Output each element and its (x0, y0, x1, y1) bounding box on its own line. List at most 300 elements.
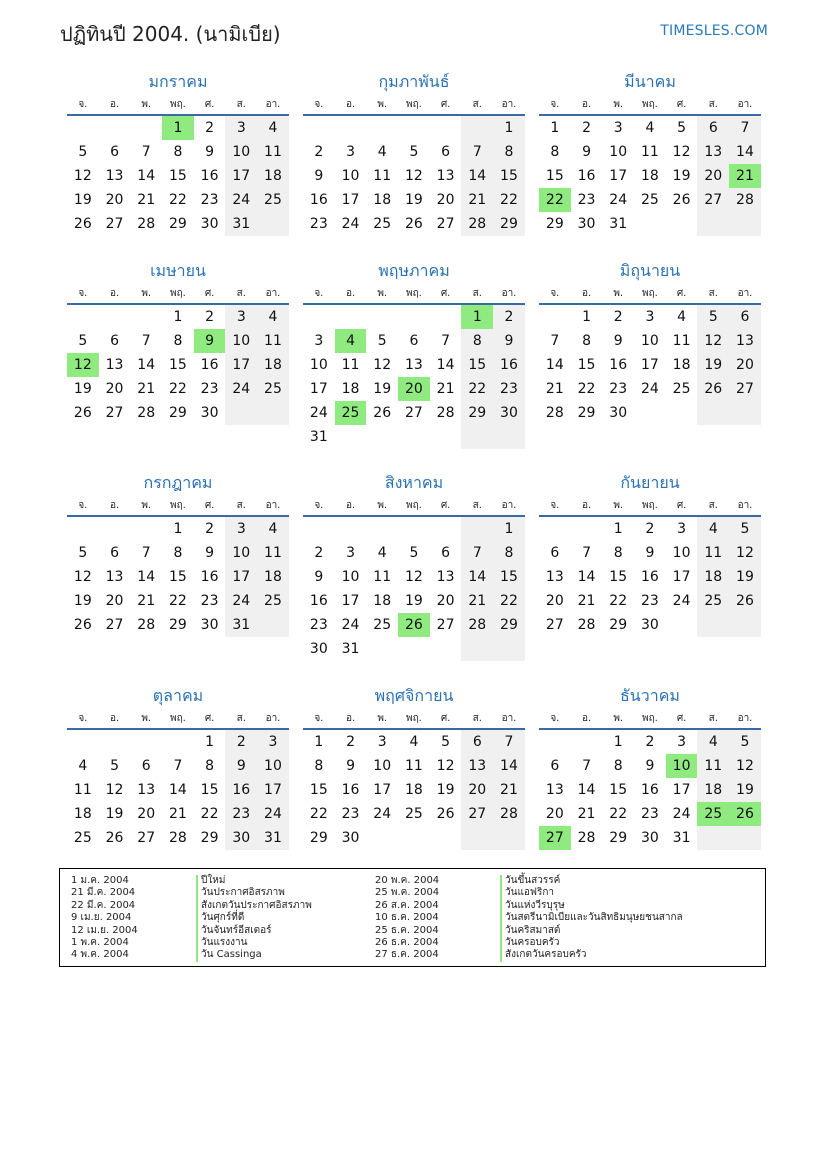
day-cell: 23 (640, 806, 659, 822)
holiday-row (375, 900, 683, 912)
weekday-label: พ. (141, 713, 152, 724)
day-cell: 29 (168, 617, 187, 633)
weekday-label: จ. (314, 500, 324, 511)
day-cell: 1 (582, 309, 591, 325)
day-cell: 16 (200, 357, 219, 373)
weekday-label: ศ. (676, 713, 687, 724)
day-cell: 9 (225, 754, 257, 778)
day-cell: 10 (373, 758, 392, 774)
weekday-label: จ. (314, 713, 324, 724)
day-grid (67, 305, 289, 425)
day-cell: 7 (141, 545, 151, 561)
empty-day-cell (225, 401, 257, 425)
day-cell: 6 (550, 758, 560, 774)
day-cell: 15 (545, 168, 564, 184)
weekday-label: อ. (345, 500, 356, 511)
day-cell: 8 (613, 545, 623, 561)
empty-day-cell (366, 116, 398, 140)
empty-day-cell (729, 613, 761, 637)
day-cell: 16 (200, 569, 219, 585)
day-cell: 20 (729, 353, 761, 377)
day-cell: 19 (729, 565, 761, 589)
day-cell: 26 (697, 377, 729, 401)
day-cell: 26 (105, 830, 124, 846)
empty-day-cell (697, 613, 729, 637)
empty-day-cell (366, 425, 398, 449)
day-cell: 15 (577, 357, 596, 373)
day-grid (303, 305, 525, 449)
empty-day-cell (461, 425, 493, 449)
day-cell: 20 (545, 806, 564, 822)
day-cell: 23 (309, 216, 328, 232)
weekday-label: พ. (141, 288, 152, 299)
day-cell: 6 (409, 333, 419, 349)
day-cell: 13 (545, 782, 564, 798)
empty-day-cell (430, 517, 462, 541)
empty-day-cell (398, 826, 430, 850)
empty-day-cell (729, 826, 761, 850)
day-cell: 7 (582, 758, 591, 774)
weekday-label: พฤ. (641, 500, 658, 511)
day-cell: 3 (225, 305, 257, 329)
holiday-day-cell: 4 (335, 329, 367, 353)
day-cell: 20 (105, 381, 124, 397)
holiday-row (71, 912, 312, 924)
day-cell: 15 (609, 569, 628, 585)
empty-day-cell (571, 517, 603, 541)
empty-day-cell (335, 116, 367, 140)
day-cell: 15 (609, 782, 628, 798)
month-9 (539, 469, 761, 637)
day-cell: 30 (493, 401, 525, 425)
holiday-row (375, 912, 683, 924)
weekday-label: อา. (501, 99, 517, 110)
day-cell: 8 (173, 144, 183, 160)
day-cell: 16 (640, 782, 659, 798)
holiday-name: วันคริสมาสต์ (500, 925, 560, 937)
weekday-label: ศ. (676, 99, 687, 110)
weekday-label: อา. (265, 99, 281, 110)
day-cell: 15 (493, 565, 525, 589)
empty-day-cell (697, 212, 729, 236)
month-name: พฤษภาคม (378, 261, 450, 280)
weekday-label: อ. (109, 288, 120, 299)
day-cell: 18 (257, 353, 289, 377)
day-cell: 10 (225, 541, 257, 565)
weekday-label: อา. (737, 99, 753, 110)
day-cell: 5 (441, 734, 451, 750)
day-cell: 6 (550, 545, 560, 561)
empty-day-cell (430, 425, 462, 449)
empty-day-cell (430, 116, 462, 140)
empty-day-cell (697, 826, 729, 850)
day-cell: 29 (309, 830, 328, 846)
holiday-date: 20 พ.ค. 2004 (375, 875, 440, 886)
day-cell: 24 (225, 589, 257, 613)
holiday-day-cell: 26 (398, 613, 430, 637)
day-cell: 17 (225, 565, 257, 589)
holiday-day-cell: 22 (539, 188, 571, 212)
empty-day-cell (67, 517, 99, 541)
day-cell: 4 (78, 758, 88, 774)
holiday-row (375, 949, 683, 961)
day-cell: 23 (341, 806, 360, 822)
day-cell: 11 (257, 329, 289, 353)
day-cell: 7 (729, 116, 761, 140)
day-cell: 10 (225, 329, 257, 353)
weekday-label: ส. (472, 713, 482, 724)
day-cell: 10 (341, 569, 360, 585)
empty-day-cell (130, 116, 162, 140)
day-cell: 19 (697, 353, 729, 377)
day-cell: 5 (409, 144, 419, 160)
day-grid (539, 517, 761, 637)
day-cell: 7 (461, 541, 493, 565)
empty-day-cell (398, 517, 430, 541)
day-cell: 17 (640, 357, 659, 373)
day-cell: 20 (436, 593, 455, 609)
day-cell: 8 (493, 541, 525, 565)
day-cell: 17 (309, 381, 328, 397)
day-cell: 12 (373, 357, 392, 373)
day-cell: 27 (436, 617, 455, 633)
day-cell: 1 (205, 734, 215, 750)
weekday-label: ส. (236, 500, 246, 511)
day-cell: 27 (105, 617, 124, 633)
holiday-row (375, 887, 683, 899)
day-cell: 25 (640, 192, 659, 208)
day-cell: 14 (577, 569, 596, 585)
day-cell: 9 (645, 545, 655, 561)
empty-day-cell (571, 730, 603, 754)
weekday-label: อ. (345, 713, 356, 724)
day-cell: 22 (577, 381, 596, 397)
day-cell: 5 (729, 517, 761, 541)
day-cell: 9 (314, 569, 324, 585)
day-cell: 22 (609, 593, 628, 609)
day-cell: 4 (697, 517, 729, 541)
empty-day-cell (461, 826, 493, 850)
holiday-day-cell: 21 (729, 164, 761, 188)
day-cell: 2 (314, 144, 324, 160)
empty-day-cell (398, 305, 430, 329)
day-cell: 1 (493, 517, 525, 541)
month-name: ธันวาคม (620, 686, 680, 705)
day-cell: 3 (346, 144, 355, 160)
day-cell: 24 (225, 377, 257, 401)
weekday-label: พ. (141, 99, 152, 110)
weekday-label: ศ. (440, 713, 451, 724)
weekday-label: อ. (345, 99, 356, 110)
weekday-label: พ. (141, 500, 152, 511)
empty-day-cell (335, 425, 367, 449)
holiday-name: วัน Cassinga (196, 949, 262, 961)
weekday-label: อา. (265, 713, 281, 724)
day-cell: 11 (640, 144, 659, 160)
day-cell: 21 (137, 192, 156, 208)
day-cell: 23 (225, 802, 257, 826)
day-cell: 20 (105, 593, 124, 609)
day-cell: 21 (577, 593, 596, 609)
empty-day-cell (99, 305, 131, 329)
holiday-row (71, 949, 312, 961)
day-cell: 24 (225, 188, 257, 212)
month-4 (67, 257, 289, 425)
day-cell: 30 (200, 216, 219, 232)
holiday-row (375, 925, 683, 937)
holiday-day-cell: 10 (666, 754, 698, 778)
day-cell: 15 (168, 357, 187, 373)
weekday-label: ส. (472, 288, 482, 299)
weekday-label: จ. (550, 288, 560, 299)
day-cell: 18 (257, 164, 289, 188)
day-cell: 25 (73, 830, 92, 846)
day-cell: 4 (257, 517, 289, 541)
weekday-label: พฤ. (405, 288, 422, 299)
day-cell: 18 (404, 782, 423, 798)
weekday-label: ส. (236, 99, 246, 110)
day-cell: 16 (309, 593, 328, 609)
weekday-label: อา. (737, 500, 753, 511)
day-cell: 30 (640, 830, 659, 846)
empty-day-cell (99, 517, 131, 541)
weekday-label: พฤ. (169, 288, 186, 299)
day-cell: 12 (729, 541, 761, 565)
weekday-label: พฤ. (405, 99, 422, 110)
holiday-date: 27 ธ.ค. 2004 (375, 949, 439, 961)
day-cell: 21 (577, 806, 596, 822)
brand-link[interactable]: TIMESLES.COM (660, 23, 768, 39)
day-cell: 26 (73, 617, 92, 633)
weekday-label: ศ. (440, 99, 451, 110)
day-cell: 2 (205, 309, 215, 325)
weekday-label: อ. (109, 713, 120, 724)
empty-day-cell (729, 212, 761, 236)
day-cell: 19 (105, 806, 124, 822)
day-cell: 4 (257, 116, 289, 140)
day-cell: 14 (461, 565, 493, 589)
day-cell: 27 (545, 617, 564, 633)
weekday-label: พฤ. (169, 713, 186, 724)
day-cell: 15 (168, 168, 187, 184)
empty-day-cell (398, 637, 430, 661)
day-cell: 29 (168, 216, 187, 232)
weekday-label: จ. (550, 500, 560, 511)
weekday-label: พ. (377, 288, 388, 299)
holiday-date: 4 พ.ค. 2004 (71, 949, 129, 961)
weekday-label: จ. (550, 713, 560, 724)
weekday-label: อ. (109, 99, 120, 110)
day-cell: 11 (257, 541, 289, 565)
day-cell: 14 (137, 569, 156, 585)
day-cell: 25 (257, 377, 289, 401)
day-cell: 2 (645, 734, 655, 750)
day-cell: 13 (729, 329, 761, 353)
day-cell: 17 (225, 164, 257, 188)
empty-day-cell (666, 212, 698, 236)
weekday-header (303, 496, 525, 517)
day-cell: 4 (677, 309, 687, 325)
day-cell: 29 (609, 617, 628, 633)
month-7 (67, 469, 289, 637)
weekday-label: พฤ. (641, 288, 658, 299)
day-cell: 5 (409, 545, 419, 561)
day-cell: 20 (697, 164, 729, 188)
empty-day-cell (430, 637, 462, 661)
day-cell: 11 (697, 754, 729, 778)
month-5 (303, 257, 525, 449)
holiday-day-cell: 1 (162, 116, 194, 140)
day-cell: 22 (309, 806, 328, 822)
day-cell: 25 (257, 589, 289, 613)
day-cell: 14 (493, 754, 525, 778)
day-cell: 8 (493, 140, 525, 164)
weekday-label: ส. (472, 99, 482, 110)
weekday-label: พฤ. (169, 99, 186, 110)
weekday-label: พ. (377, 99, 388, 110)
day-cell: 6 (141, 758, 151, 774)
holiday-name: สังเกตวันครอบครัว (500, 949, 587, 961)
weekday-header (303, 95, 525, 116)
weekday-label: ศ. (676, 288, 687, 299)
day-cell: 12 (105, 782, 124, 798)
day-grid (67, 116, 289, 236)
day-cell: 24 (257, 802, 289, 826)
weekday-label: พฤ. (169, 500, 186, 511)
holiday-row (375, 875, 683, 887)
day-cell: 1 (173, 521, 183, 537)
day-cell: 7 (441, 333, 451, 349)
day-cell: 26 (373, 405, 392, 421)
day-cell: 28 (577, 830, 596, 846)
day-cell: 12 (404, 569, 423, 585)
day-grid (67, 517, 289, 637)
empty-day-cell (493, 826, 525, 850)
day-cell: 2 (205, 521, 215, 537)
day-cell: 11 (404, 758, 423, 774)
weekday-label: จ. (78, 713, 88, 724)
day-cell: 23 (493, 377, 525, 401)
weekday-label: อ. (581, 99, 592, 110)
weekday-header (303, 709, 525, 730)
day-cell: 5 (377, 333, 387, 349)
day-cell: 28 (577, 617, 596, 633)
weekday-label: ศ. (440, 500, 451, 511)
day-grid (539, 730, 761, 850)
weekday-label: พ. (613, 99, 624, 110)
day-cell: 30 (200, 405, 219, 421)
day-cell: 13 (461, 754, 493, 778)
day-cell: 6 (110, 545, 119, 561)
empty-day-cell (461, 637, 493, 661)
day-cell: 16 (309, 192, 328, 208)
day-grid (539, 116, 761, 236)
holiday-date: 9 เม.ย. 2004 (71, 912, 132, 924)
day-cell: 7 (141, 333, 151, 349)
day-cell: 3 (645, 309, 655, 325)
day-cell: 3 (314, 333, 324, 349)
day-cell: 29 (493, 212, 525, 236)
weekday-header (67, 709, 289, 730)
holiday-name: วันครอบครัว (500, 937, 560, 949)
day-cell: 24 (672, 593, 691, 609)
weekday-label: อา. (501, 713, 517, 724)
day-cell: 21 (436, 381, 455, 397)
weekday-label: ส. (708, 99, 718, 110)
day-cell: 25 (373, 617, 392, 633)
empty-day-cell (539, 517, 571, 541)
day-cell: 20 (436, 192, 455, 208)
day-cell: 30 (577, 216, 596, 232)
day-cell: 24 (341, 216, 360, 232)
month-8 (303, 469, 525, 661)
weekday-label: อ. (345, 288, 356, 299)
empty-day-cell (366, 517, 398, 541)
empty-day-cell (366, 826, 398, 850)
day-cell: 28 (436, 405, 455, 421)
day-cell: 11 (373, 168, 392, 184)
day-cell: 31 (225, 613, 257, 637)
day-cell: 22 (168, 192, 187, 208)
empty-day-cell (303, 116, 335, 140)
holiday-date: 1 พ.ค. 2004 (71, 936, 129, 948)
day-cell: 18 (373, 593, 392, 609)
day-cell: 1 (613, 734, 623, 750)
weekday-label: ศ. (204, 713, 215, 724)
empty-day-cell (666, 401, 698, 425)
empty-day-cell (461, 116, 493, 140)
holiday-day-cell: 20 (398, 377, 430, 401)
day-cell: 11 (73, 782, 92, 798)
empty-day-cell (666, 613, 698, 637)
day-cell: 30 (225, 826, 257, 850)
day-cell: 15 (200, 782, 219, 798)
day-cell: 13 (404, 357, 423, 373)
holiday-row (71, 900, 312, 912)
weekday-header (539, 95, 761, 116)
day-cell: 6 (441, 545, 451, 561)
weekday-header (539, 709, 761, 730)
weekday-label: ส. (236, 288, 246, 299)
day-cell: 19 (436, 782, 455, 798)
weekday-label: ศ. (204, 99, 215, 110)
day-cell: 18 (373, 192, 392, 208)
month-10 (67, 682, 289, 850)
day-cell: 16 (640, 569, 659, 585)
day-cell: 5 (677, 120, 687, 136)
holiday-row (71, 925, 312, 937)
day-cell: 4 (377, 144, 387, 160)
empty-day-cell (99, 730, 131, 754)
day-cell: 21 (168, 806, 187, 822)
day-cell: 19 (404, 192, 423, 208)
day-cell: 26 (672, 192, 691, 208)
empty-day-cell (729, 401, 761, 425)
weekday-header (539, 284, 761, 305)
day-cell: 27 (137, 830, 156, 846)
weekday-label: จ. (78, 288, 88, 299)
weekday-label: พ. (613, 500, 624, 511)
day-cell: 19 (73, 593, 92, 609)
holiday-name: วันประกาศอิสรภาพ (196, 887, 285, 899)
day-cell: 2 (613, 309, 623, 325)
day-cell: 16 (200, 168, 219, 184)
holiday-day-cell: 1 (461, 305, 493, 329)
month-name: มีนาคม (624, 72, 676, 91)
day-cell: 21 (137, 593, 156, 609)
day-cell: 10 (309, 357, 328, 373)
day-cell: 9 (314, 168, 324, 184)
